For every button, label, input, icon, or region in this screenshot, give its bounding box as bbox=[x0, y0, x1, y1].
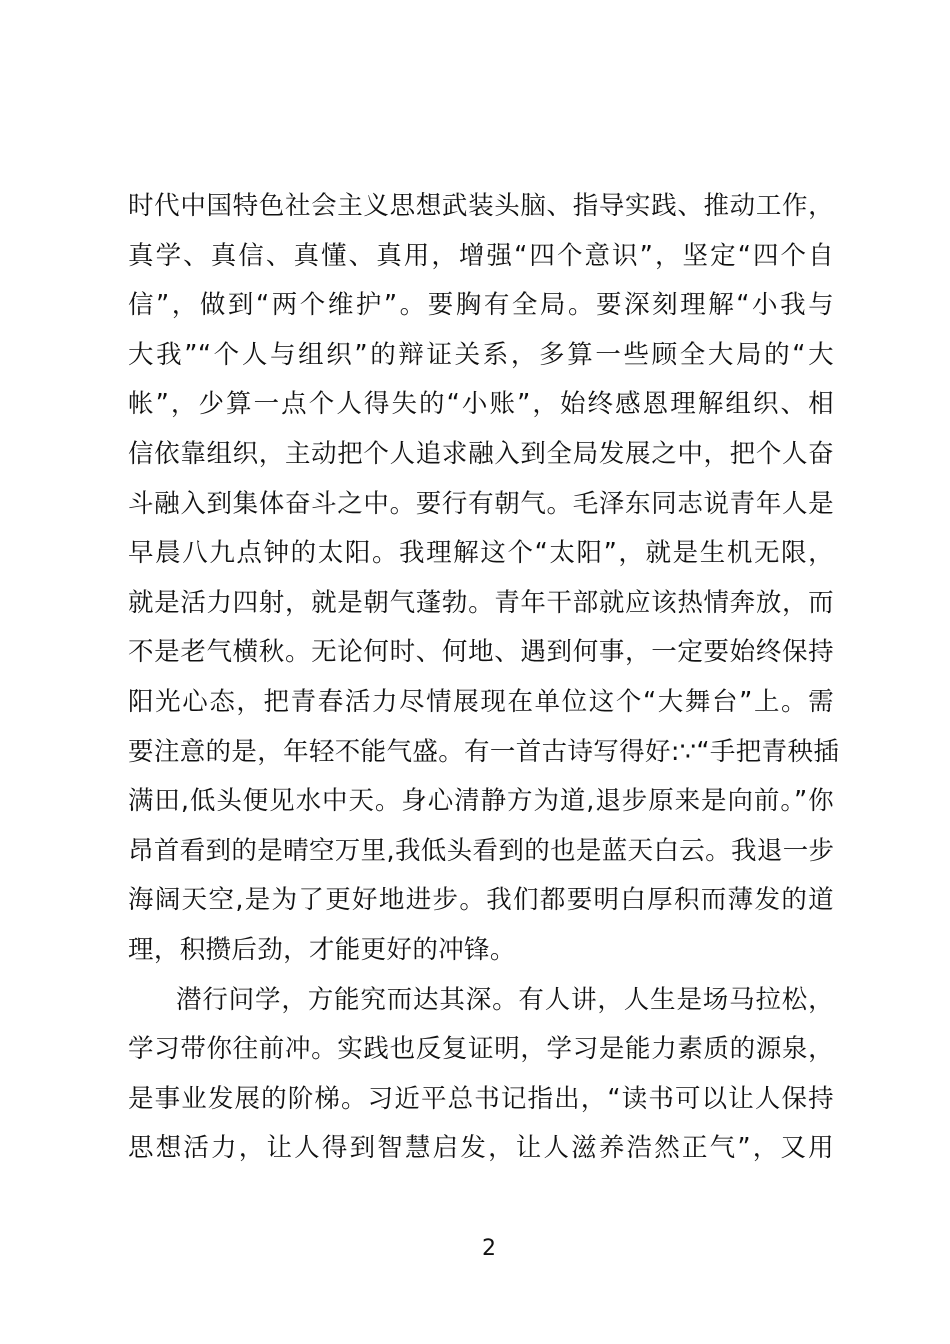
text-line-19: 是事业发展的阶梯。习近平总书记指出，“读书可以让人保持 bbox=[128, 1083, 834, 1114]
text-line-6: 信依靠组织，主动把个人追求融入到全局发展之中，把个人奋 bbox=[128, 438, 834, 469]
text-line-7: 斗融入到集体奋斗之中。要行有朝气。毛泽东同志说青年人是 bbox=[128, 488, 834, 519]
body-text bbox=[128, 182, 840, 1174]
text-line-9: 就是活力四射，就是朝气蓬勃。青年干部就应该热情奔放，而 bbox=[128, 587, 834, 618]
text-line-20: 思想活力，让人得到智慧启发，让人滋养浩然正气”，又用 bbox=[128, 1133, 834, 1164]
text-line-15: 海阔天空,是为了更好地进步。我们都要明白厚积而薄发的道 bbox=[128, 885, 834, 916]
text-line-10: 不是老气横秋。无论何时、何地、遇到何事，一定要始终保持 bbox=[128, 637, 834, 668]
text-line-8: 早晨八九点钟的太阳。我理解这个“太阳”，就是生机无限， bbox=[128, 538, 834, 569]
text-line-17: 潜行问学，方能究而达其深。有人讲，人生是场马拉松， bbox=[176, 984, 834, 1015]
text-line-16: 理，积攒后劲，才能更好的冲锋。 bbox=[128, 934, 516, 965]
text-line-13: 满田,低头便见水中天。身心清静方为道,退步原来是向前。”你 bbox=[128, 786, 834, 817]
text-line-14: 昂首看到的是晴空万里,我低头看到的也是蓝天白云。我退一步 bbox=[128, 835, 835, 866]
text-line-11: 阳光心态，把青春活力尽情展现在单位这个“大舞台”上。需 bbox=[128, 686, 834, 717]
text-line-1: 时代中国特色社会主义思想武装头脑、指导实践、推动工作， bbox=[128, 191, 834, 221]
text-line-4: 大我”“个人与组织”的辩证关系，多算一些顾全大局的“大 bbox=[128, 339, 834, 370]
text-line-12: 要注意的是，年轻不能气盛。有一首古诗写得好:∵“手把青秧插 bbox=[128, 736, 840, 767]
text-line-5: 帐”，少算一点个人得失的“小账”，始终感恩理解组织、相 bbox=[128, 389, 834, 420]
text-line-3: 信”，做到“两个维护”。要胸有全局。要深刻理解“小我与 bbox=[128, 290, 834, 321]
text-line-18: 学习带你往前冲。实践也反复证明，学习是能力素质的源泉， bbox=[128, 1034, 834, 1065]
page-number: 2 bbox=[482, 1236, 496, 1261]
text-line-2: 真学、真信、真懂、真用，增强“四个意识”，坚定“四个自 bbox=[128, 240, 834, 271]
